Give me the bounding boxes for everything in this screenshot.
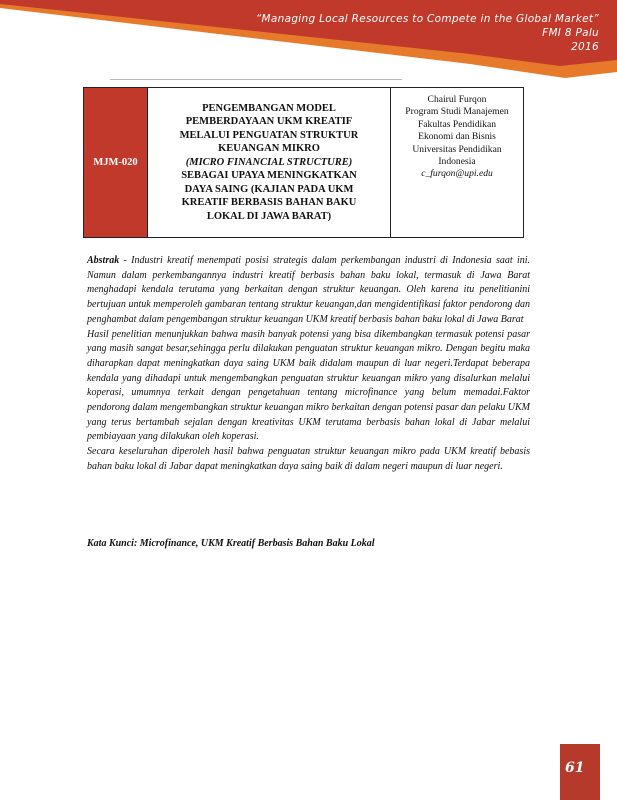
paper-title bbox=[148, 88, 391, 238]
header-tagline: “Managing Local Resources to Compete in the Global Market” bbox=[255, 13, 599, 25]
paper-code: MJM-020 bbox=[84, 88, 148, 238]
title-line: PENGEMBANGAN MODEL bbox=[202, 102, 336, 114]
author-affiliation: Fakultas Pendidikan bbox=[417, 118, 497, 130]
abstract-paragraph bbox=[87, 254, 530, 328]
header-year: 2016 bbox=[571, 41, 599, 53]
title-line: KREATIF BERBASIS BAHAN BAKU bbox=[181, 197, 357, 209]
title-line: LOKAL DI JAWA BARAT) bbox=[206, 210, 332, 222]
abstract-paragraph: Secara keseluruhan diperoleh hasil bahwa penguatan struktur keuangan mikro pada UKM kreatif bebasis bahan baku lokal di Jabar dapat meningkatkan daya saing baik di dalam negeri maupun di luar negeri. bbox=[87, 446, 530, 472]
title-line: PEMBERDAYAAN UKM KREATIF bbox=[185, 116, 353, 128]
title-line: DAYA SAING (KAJIAN PADA UKM bbox=[184, 183, 354, 195]
header-event: FMI 8 Palu bbox=[542, 27, 599, 39]
author-email: c_furqon@upi.edu bbox=[421, 168, 493, 180]
author-name: Chairul Furqon bbox=[427, 94, 487, 105]
abstract-label: Abstrak bbox=[87, 255, 120, 266]
header-text bbox=[256, 12, 599, 54]
author-block bbox=[391, 88, 524, 238]
abstract-paragraph: Hasil penelitian menunjukkan bahwa masih banyak potensi yang bisa dikembangkan termasuk potensi pasar yang masih sangat besar,sehingga perlu dilakukan penguatan struktur keuangan mikro. Dengan begitu maka diharapkan dapat meningkatkan daya saing UKM baik didalam maupun di luar negeri.Terdapat beberapa kendala yang dihadapi untuk mengembangkan penguatan struktur keuangan mikro yang disalurkan melalui koperasi, umumnya terkait dengan pengetahuan tentang microfinance yang belum memadai.Faktor pendorong dalam mengembangkan struktur keuangan mikro berkaitan dengan potensi pasar dan pelaku UKM yang terus bertambah sejalan dengan kreativitas UKM terutama berbasis bahan lokal di Jabar melalui pembiayaan yang dilakukan oleh koperasi. bbox=[87, 328, 530, 443]
title-line: KEUANGAN MIKRO bbox=[218, 143, 320, 155]
author-affiliation: Indonesia bbox=[438, 156, 476, 168]
paper-header-table bbox=[83, 87, 524, 238]
author-affiliation: Program Studi Manajemen bbox=[405, 106, 509, 118]
abstract bbox=[87, 254, 530, 475]
title-line: (MICRO FINANCIAL STRUCTURE) bbox=[185, 156, 353, 168]
abstract-text: - Industri kreatif menempati posisi strategis dalam perkembangan industri di Indonesia saat ini. Namun dalam perkembangannya industri kreatif berbasis bahan baku lokal, termasuk di Jawa Barat menghadapi kendala terutama yang berkaitan dengan struktur keuangan. Oleh karena itu penelitianini bertujuan untuk memperoleh gambaran tentang struktur keuangan,dan mengidentifikasi faktor pendorong dan penghambat dalam pengembangan struktur keuangan UKM kreatif berbasis bahan baku lokal di Jawa Barat bbox=[87, 255, 530, 325]
page-number: 61 bbox=[565, 760, 585, 776]
title-line: SEBAGAI UPAYA MENINGKATKAN bbox=[181, 170, 357, 182]
keywords: Kata Kunci: Microfinance, UKM Kreatif Berbasis Bahan Baku Lokal bbox=[87, 538, 375, 549]
header-rule bbox=[110, 79, 402, 80]
author-affiliation: Ekonomi dan Bisnis bbox=[418, 131, 496, 143]
title-line: MELALUI PENGUATAN STRUKTUR bbox=[179, 129, 359, 141]
author-affiliation: Universitas Pendidikan bbox=[412, 143, 502, 155]
